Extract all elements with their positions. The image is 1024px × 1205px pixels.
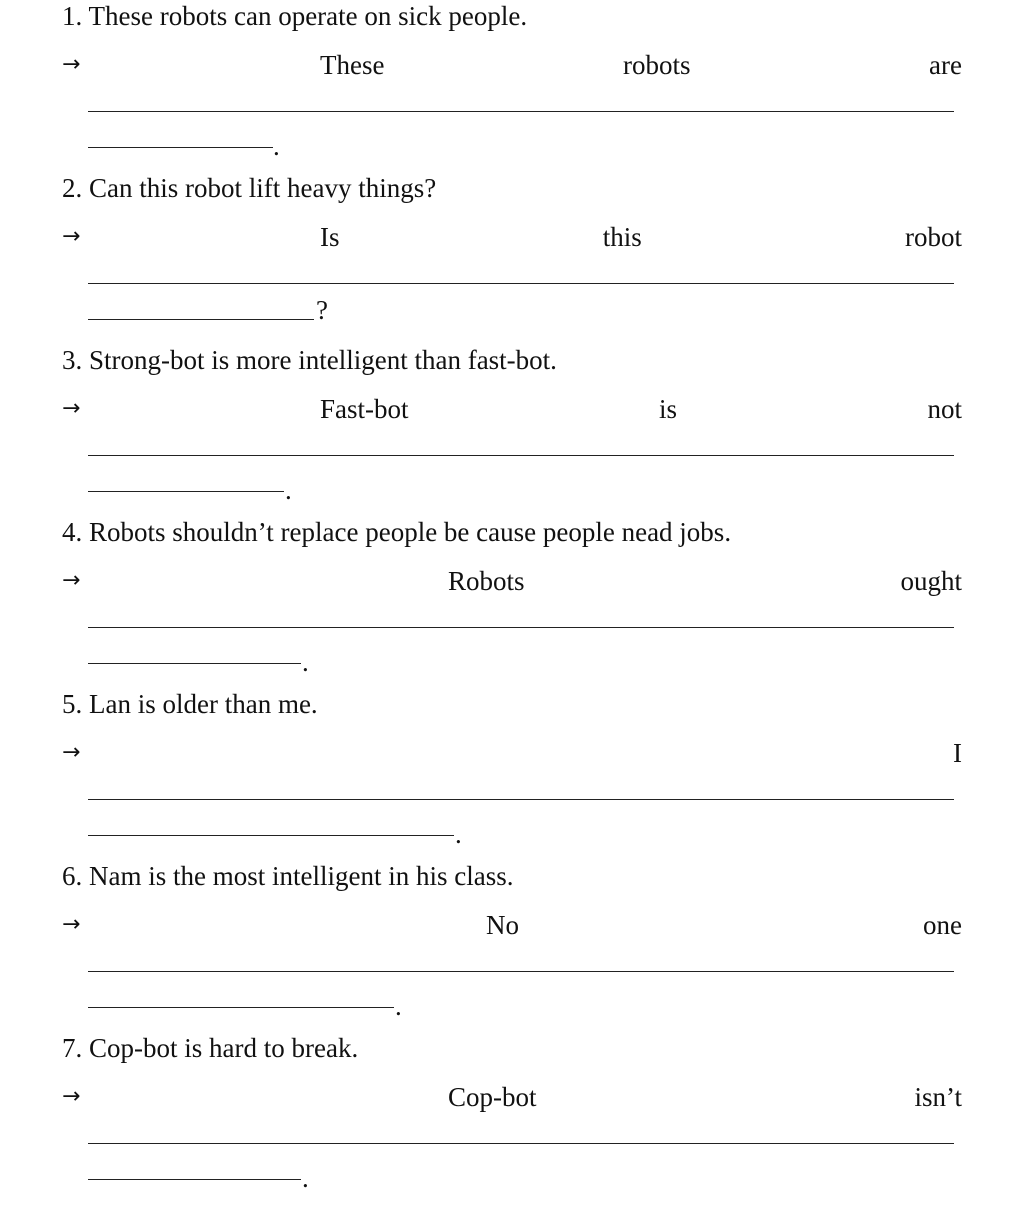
answer-blank-line-short[interactable] [88, 491, 284, 492]
prompt-word: not [927, 394, 962, 424]
prompt-words [62, 392, 962, 426]
end-punctuation: . [395, 991, 402, 1021]
prompt-words [62, 736, 962, 770]
end-punctuation: . [302, 647, 309, 677]
question-text: 6. Nam is the most intelligent in his class. [62, 861, 514, 891]
answer-blank-line-short[interactable] [88, 1007, 394, 1008]
prompt-word: isn’t [914, 1082, 962, 1112]
prompt-word: robots [623, 50, 691, 80]
prompt-word: one [923, 910, 962, 940]
answer-blank-line-short[interactable] [88, 835, 454, 836]
answer-blank-line[interactable] [88, 627, 954, 628]
prompt-word: Robots [448, 566, 525, 596]
exercise-2 [0, 172, 1024, 344]
prompt-word: These [320, 50, 385, 80]
exercise-3 [0, 344, 1024, 516]
answer-prompt [62, 220, 962, 254]
prompt-words [62, 220, 962, 254]
end-punctuation: . [455, 819, 462, 849]
prompt-word: I [953, 738, 962, 768]
answer-prompt [62, 48, 962, 82]
exercise-7 [0, 1032, 1024, 1204]
question-text: 7. Cop-bot is hard to break. [62, 1033, 359, 1063]
answer-blank-line-short[interactable] [88, 663, 301, 664]
answer-blank-line-short[interactable] [88, 147, 273, 148]
prompt-word: ought [900, 566, 962, 596]
prompt-word: Cop-bot [448, 1082, 537, 1112]
arrow-icon: → [62, 912, 81, 937]
prompt-word: are [929, 50, 962, 80]
answer-prompt [62, 736, 962, 770]
prompt-word: robot [904, 222, 962, 252]
answer-prompt [62, 564, 962, 598]
exercise-5 [0, 688, 1024, 860]
answer-blank-line[interactable] [88, 455, 954, 456]
prompt-word: No [486, 910, 519, 940]
question-text: 5. Lan is older than me. [62, 689, 318, 719]
end-punctuation: ? [316, 295, 328, 325]
prompt-word: this [602, 222, 642, 252]
end-punctuation: . [273, 131, 280, 161]
end-punctuation: . [285, 475, 292, 505]
arrow-icon: → [62, 1084, 81, 1109]
answer-blank-line[interactable] [88, 111, 954, 112]
arrow-icon: → [62, 740, 81, 765]
answer-prompt [62, 908, 962, 942]
arrow-icon: → [62, 224, 81, 249]
question-text: 4. Robots shouldn’t replace people be cause people nead jobs. [62, 517, 732, 547]
answer-prompt [62, 392, 962, 426]
arrow-icon: → [62, 396, 81, 421]
answer-blank-line-short[interactable] [88, 1179, 301, 1180]
prompt-word: Fast-bot [320, 394, 409, 424]
arrow-icon: → [62, 52, 81, 77]
answer-prompt [62, 1080, 962, 1114]
answer-blank-line[interactable] [88, 799, 954, 800]
exercise-4 [0, 516, 1024, 688]
arrow-icon: → [62, 568, 81, 593]
end-punctuation: . [302, 1163, 309, 1193]
prompt-words [62, 564, 962, 598]
answer-blank-line[interactable] [88, 971, 954, 972]
exercise-1 [0, 0, 1024, 172]
answer-blank-line[interactable] [88, 283, 954, 284]
question-text: 3. Strong-bot is more intelligent than fast-bot. [62, 345, 557, 375]
prompt-word: is [658, 394, 677, 424]
prompt-word: Is [320, 222, 340, 252]
answer-blank-line-short[interactable] [88, 319, 314, 320]
prompt-words [62, 48, 962, 82]
question-text: 1. These robots can operate on sick people. [62, 1, 528, 31]
exercise-6 [0, 860, 1024, 1032]
answer-blank-line[interactable] [88, 1143, 954, 1144]
prompt-words [62, 1080, 962, 1114]
prompt-words [62, 908, 962, 942]
question-text: 2. Can this robot lift heavy things? [62, 173, 437, 203]
